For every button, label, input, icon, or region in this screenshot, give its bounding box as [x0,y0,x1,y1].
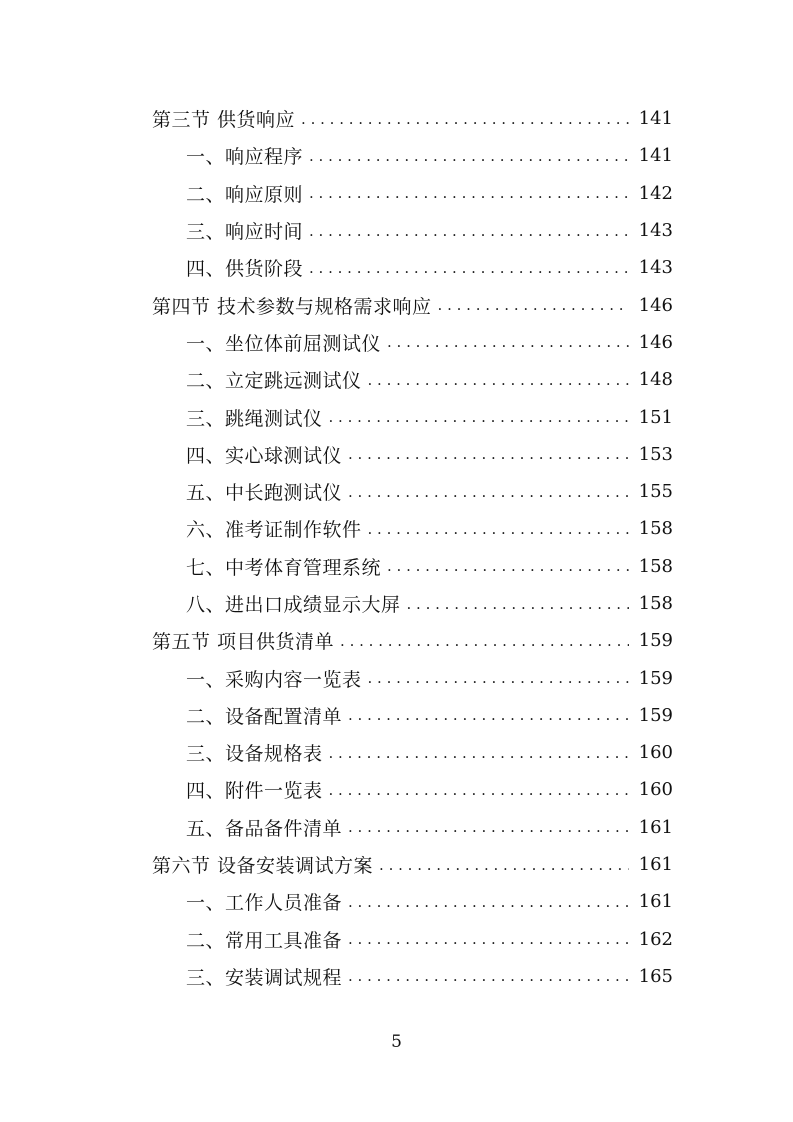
toc-entry-page: 143 [638,257,673,279]
toc-entry-page: 161 [638,854,673,876]
toc-entry[interactable] [0,921,793,958]
toc-dot-leader [348,893,629,911]
toc-entry-label: 五、中长跑测试仪 [186,478,348,505]
toc-dot-leader [301,110,629,128]
toc-dot-leader [368,669,629,687]
toc-entry-label: 二、设备配置清单 [186,702,348,729]
toc-dot-leader [438,296,629,314]
toc-entry-label: 三、设备规格表 [186,739,329,766]
toc-entry-page: 151 [638,406,673,428]
toc-entry-label: 第五节 项目供货清单 [152,627,340,654]
toc-entry-label: 三、跳绳测试仪 [186,404,329,431]
toc-entry-page: 141 [638,108,673,130]
toc-entry-label: 六、准考证制作软件 [186,515,368,542]
toc-entry-label: 七、中考体育管理系统 [186,553,387,580]
toc-entry[interactable] [0,809,793,846]
toc-entry-page: 155 [638,481,673,503]
toc-entry-page: 158 [638,555,673,577]
toc-dot-leader [309,147,629,165]
toc-entry[interactable] [0,137,793,174]
toc-entry-page: 158 [638,518,673,540]
toc-dot-leader [348,706,629,724]
toc-entry[interactable] [0,436,793,473]
toc-entry[interactable] [0,473,793,510]
toc-entry[interactable] [0,846,793,883]
toc-entry-label: 四、实心球测试仪 [186,441,348,468]
toc-dot-leader [348,818,629,836]
toc-entry[interactable] [0,398,793,435]
toc-entry[interactable] [0,622,793,659]
toc-entry[interactable] [0,659,793,696]
toc-dot-leader [387,557,629,575]
toc-entry-label: 四、附件一览表 [186,776,329,803]
toc-dot-leader [387,333,629,351]
toc-dot-leader [348,967,629,985]
toc-entry[interactable] [0,883,793,920]
toc-entry-label: 一、响应程序 [186,142,309,169]
toc-entry-label: 第四节 技术参数与规格需求响应 [152,292,438,319]
toc-entry-page: 143 [638,220,673,242]
toc-dot-leader [309,222,629,240]
toc-dot-leader [348,445,629,463]
toc-entry-page: 159 [638,704,673,726]
toc-entry-page: 142 [638,182,673,204]
page-number: 5 [391,1032,402,1052]
toc-entry-label: 一、工作人员准备 [186,888,348,915]
toc-entry-page: 141 [638,145,673,167]
toc-entry[interactable] [0,175,793,212]
toc-dot-leader [340,632,629,650]
toc-dot-leader [348,930,629,948]
toc-entry-label: 第三节 供货响应 [152,105,301,132]
toc-entry[interactable] [0,510,793,547]
toc-entry-page: 160 [638,779,673,801]
toc-entry-label: 三、响应时间 [186,217,309,244]
toc-entry-label: 二、常用工具准备 [186,926,348,953]
toc-entry-page: 159 [638,667,673,689]
toc-entry[interactable] [0,249,793,286]
toc-entry-label: 八、进出口成绩显示大屏 [186,590,407,617]
toc-dot-leader [329,408,629,426]
toc-entry[interactable] [0,734,793,771]
toc-entry-label: 二、响应原则 [186,180,309,207]
toc-entry-page: 160 [638,742,673,764]
toc-entry-page: 161 [638,891,673,913]
toc-dot-leader [348,483,629,501]
toc-entry[interactable] [0,286,793,323]
toc-dot-leader [309,259,629,277]
toc-entry-page: 165 [638,965,673,987]
toc-entry-label: 一、坐位体前屈测试仪 [186,329,387,356]
toc-dot-leader [368,371,629,389]
toc-entry-page: 158 [638,593,673,614]
toc-entry[interactable] [0,212,793,249]
toc-dot-leader [329,744,629,762]
toc-entry[interactable] [0,324,793,361]
toc-entry-label: 五、备品备件清单 [186,814,348,841]
toc-entry[interactable] [0,958,793,995]
toc-dot-leader [379,856,629,874]
toc-entry[interactable] [0,771,793,808]
toc-entry-page: 153 [638,443,673,465]
toc-entry[interactable] [0,100,793,137]
toc-entry-label: 第六节 设备安装调试方案 [152,851,379,878]
toc-entry-label: 一、采购内容一览表 [186,665,368,692]
toc-entry-page: 159 [638,630,673,652]
toc-entry[interactable] [0,697,793,734]
toc-entry-page: 148 [638,369,673,391]
toc-entry-page: 161 [638,816,673,838]
toc-entry-label: 三、安装调试规程 [186,963,348,990]
toc-dot-leader [329,781,629,799]
toc-entry-page: 146 [638,294,673,316]
toc-dot-leader [309,184,629,202]
toc-dot-leader [407,595,629,613]
toc-entry-page: 146 [638,331,673,353]
toc-entry[interactable] [0,361,793,398]
table-of-contents [0,100,793,995]
toc-entry[interactable] [0,548,793,585]
toc-entry[interactable] [0,585,793,622]
toc-dot-leader [368,520,629,538]
toc-entry-page: 162 [638,928,673,950]
toc-entry-label: 二、立定跳远测试仪 [186,366,368,393]
toc-entry-label: 四、供货阶段 [186,254,309,281]
